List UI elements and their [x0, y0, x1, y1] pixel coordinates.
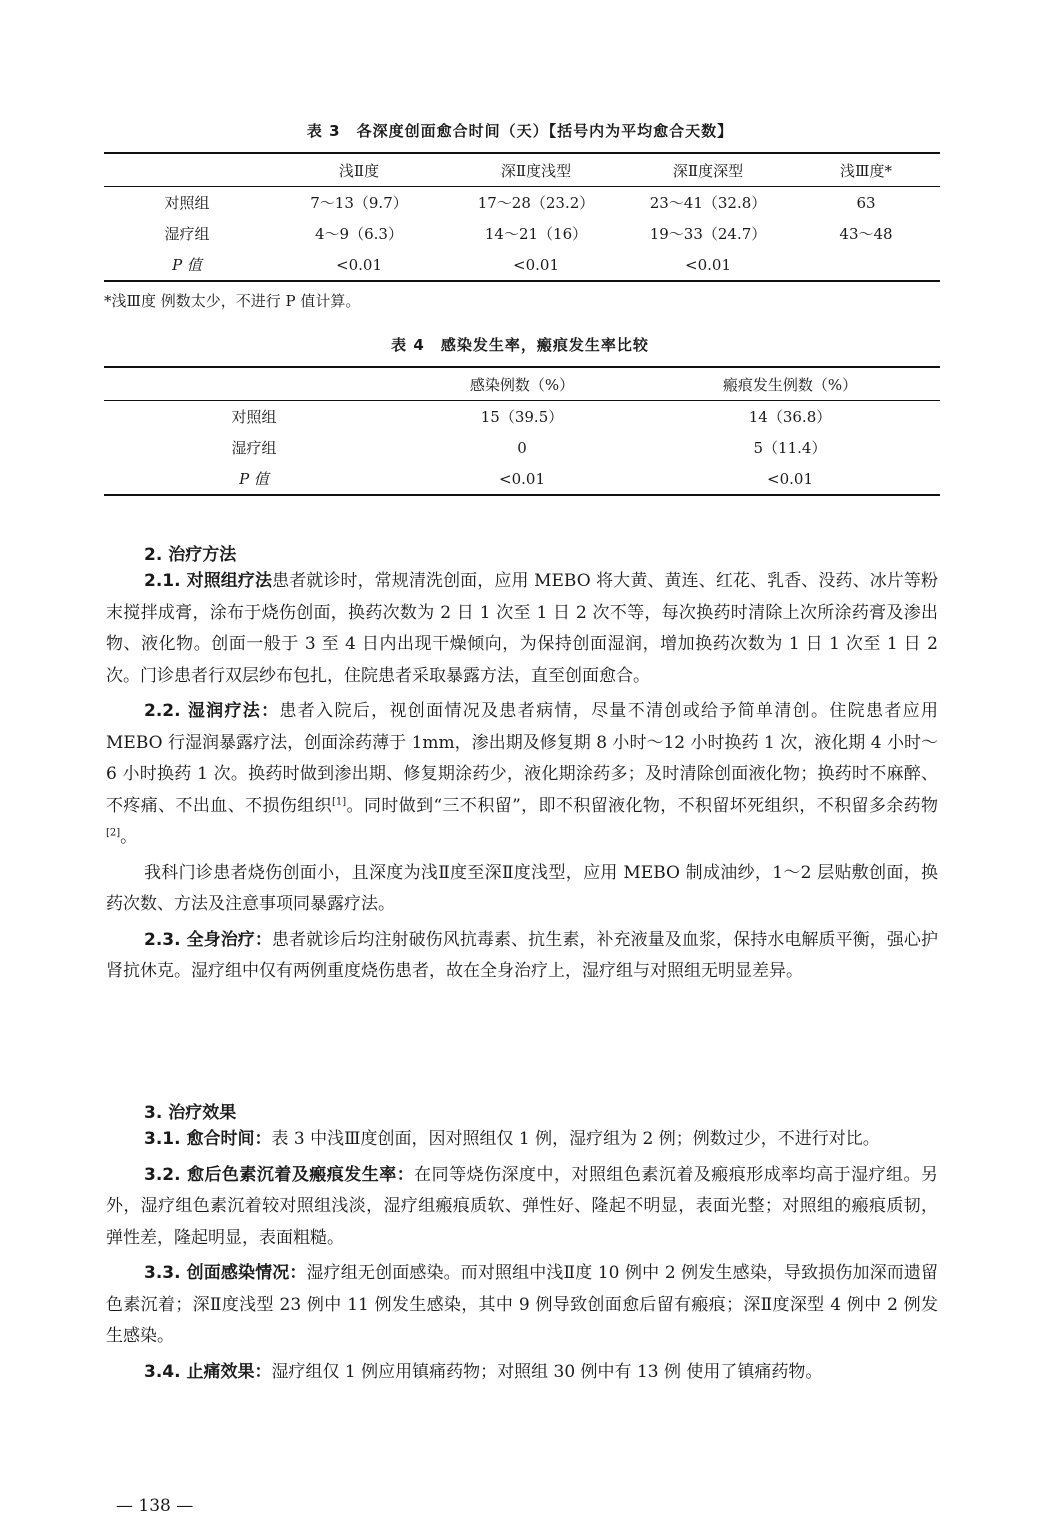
paragraph: [106, 925, 938, 988]
table-row: [104, 218, 940, 249]
table3-header-cell: 浅Ⅲ度*: [840, 161, 892, 180]
table3-header-cell: 深Ⅱ度浅型: [500, 161, 572, 180]
paragraph-lead: 2.1. 对照组疗法: [144, 571, 273, 591]
paragraph-text: 湿疗组无创面感染。而对照组中浅Ⅱ度 10 例中 2 例发生感染，导致损伤加深而遗留色素沉着；深Ⅱ度浅型 23 例中 11 例发生感染，其中 9 例导致创面愈后留有瘢痕；深Ⅱ度深型 4 例中 2 例发生感染。: [106, 1263, 938, 1346]
paragraph-text: 表 3 中浅Ⅲ度创面，因对照组仅 1 例，湿疗组为 2 例；例数过少，不进行对比。: [271, 1129, 880, 1149]
paragraph-lead: 3.2. 愈后色素沉着及瘢痕发生率：: [144, 1164, 415, 1185]
table-cell: 15（39.5）: [480, 408, 564, 426]
citation-ref: [1]: [332, 795, 347, 807]
table-cell: 23～41（32.8）: [649, 194, 767, 212]
paragraph: [106, 858, 938, 921]
paragraph: [106, 566, 938, 692]
section2-heading: 2. 治疗方法: [144, 545, 237, 565]
table-cell: 17～28（23.2）: [477, 194, 595, 212]
table-cell: <0.01: [336, 255, 382, 274]
table3-caption: 表 3 各深度创面愈合时间（天）【括号内为平均愈合天数】: [306, 122, 734, 140]
table4-caption: 表 4 感染发生率，瘢痕发生率比较: [391, 336, 649, 354]
table-cell: 19～33（24.7）: [649, 225, 767, 243]
paragraph-text: 患者入院后，视创面情况及患者病情，尽量不清创或给予简单清创。住院患者应用 MEBO 行湿润暴露疗法，创面涂药薄于 1mm，渗出期及修复期 8 小时～12 小时换药 1 次，液化期 4 小时～6 小时换药 1 次。换药时做到渗出期、修复期涂药少，液化期涂药多；及时清除创面液化物；换药时不麻醉、不疼痛、不出血、不损伤组织: [106, 701, 938, 816]
paragraph-lead: 3.4. 止痛效果：: [144, 1361, 272, 1382]
paragraph-lead: 2.3. 全身治疗：: [144, 929, 272, 950]
paragraph: [106, 1258, 938, 1353]
table3-header-cell: 浅Ⅱ度: [338, 161, 380, 180]
paragraph-text: 患者就诊时，常规清洗创面，应用 MEBO 将大黄、黄连、红花、乳香、没药、冰片等粉末搅拌成膏，涂布于烧伤创面，换药次数为 2 日 1 次至 1 日 2 次不等，每次换药时清除上次所涂药膏及渗出物、液化物。创面一般于 3 至 4 日内出现干燥倾向，为保持创面湿润，增加换药次数为 1 日 1 次至 1 日 2 次。门诊患者行双层纱布包扎，住院患者采取暴露方法，直至创面愈合。: [106, 571, 938, 686]
section2-body: [106, 566, 938, 988]
paragraph: [106, 1124, 938, 1156]
table-cell: P 值: [172, 256, 202, 274]
table-row: [104, 432, 940, 463]
paragraph-lead: 2.2. 湿润疗法：: [144, 701, 280, 721]
table-cell: <0.01: [499, 469, 545, 488]
table3-header-row: [104, 153, 940, 187]
table3-header-cell: [104, 153, 270, 187]
table4-header-row: [104, 367, 940, 401]
table-cell: 对照组: [231, 408, 277, 426]
table-cell: <0.01: [685, 255, 731, 274]
table4-header-cell: 瘢痕发生例数（%）: [722, 375, 858, 394]
table4: [104, 366, 940, 496]
table4-header-cell: 感染例数（%）: [469, 375, 575, 394]
paragraph-text: 湿疗组仅 1 例应用镇痛药物；对照组 30 例中有 13 例 使用了镇痛药物。: [271, 1361, 823, 1382]
table-cell: <0.01: [513, 255, 559, 274]
table3-header-cell: 深Ⅱ度深型: [672, 161, 744, 180]
table-cell: 7～13（9.7）: [310, 194, 408, 212]
table-cell: 湿疗组: [164, 225, 210, 243]
section3-body: [106, 1124, 938, 1388]
table-cell: 0: [517, 438, 527, 457]
section3-heading: 3. 治疗效果: [144, 1103, 237, 1123]
paragraph-text: 。同时做到“三不积留”，即不积留液化物，不积留坏死组织，不积留多余药物: [346, 795, 938, 816]
table-row: [104, 249, 940, 281]
paragraph: [106, 696, 938, 854]
table-cell: 63: [856, 193, 876, 212]
paragraph-lead: 3.1. 愈合时间：: [144, 1129, 272, 1149]
table-cell: 4～9（6.3）: [315, 225, 403, 243]
table-cell: <0.01: [767, 469, 813, 488]
table-cell: 14（36.8）: [748, 408, 832, 426]
table-cell: [792, 249, 940, 281]
table-row: [104, 401, 940, 433]
table3: [104, 152, 940, 282]
table-row: [104, 187, 940, 219]
table-cell: 湿疗组: [231, 439, 277, 457]
table-cell: 5（11.4）: [753, 439, 827, 457]
paragraph: [106, 1160, 938, 1255]
citation-ref: [2]: [106, 827, 121, 839]
page-number: — 138 —: [116, 1496, 194, 1516]
table-cell: P 值: [239, 470, 269, 488]
paragraph-text: 我科门诊患者烧伤创面小，且深度为浅Ⅱ度至深Ⅱ度浅型，应用 MEBO 制成油纱，1～2 层贴敷创面，换药次数、方法及注意事项同暴露疗法。: [106, 862, 938, 914]
paragraph-text: 患者就诊后均注射破伤风抗毒素、抗生素，补充液量及血浆，保持水电解质平衡，强心护肾抗休克。湿疗组中仅有两例重度烧伤患者，故在全身治疗上，湿疗组与对照组无明显差异。: [106, 929, 938, 981]
table-cell: 对照组: [164, 194, 210, 212]
paragraph-lead: 3.3. 创面感染情况：: [144, 1263, 307, 1283]
table-cell: 14～21（16）: [484, 225, 588, 243]
paragraph-text: 在同等烧伤深度中，对照组色素沉着及瘢痕形成率均高于湿疗组。另外，湿疗组色素沉着较对照组浅淡，湿疗组瘢痕质软、弹性好、隆起不明显，表面光整；对照组的瘢痕质韧，弹性差，隆起明显，表面粗糙。: [106, 1164, 938, 1248]
table-row: [104, 463, 940, 495]
table-cell: 43～48: [839, 225, 893, 243]
paragraph: [106, 1357, 938, 1389]
table3-note: *浅Ⅲ度 例数太少，不进行 P 值计算。: [104, 292, 361, 310]
table4-header-cell: [104, 367, 404, 401]
paragraph-text: 。: [120, 827, 138, 847]
